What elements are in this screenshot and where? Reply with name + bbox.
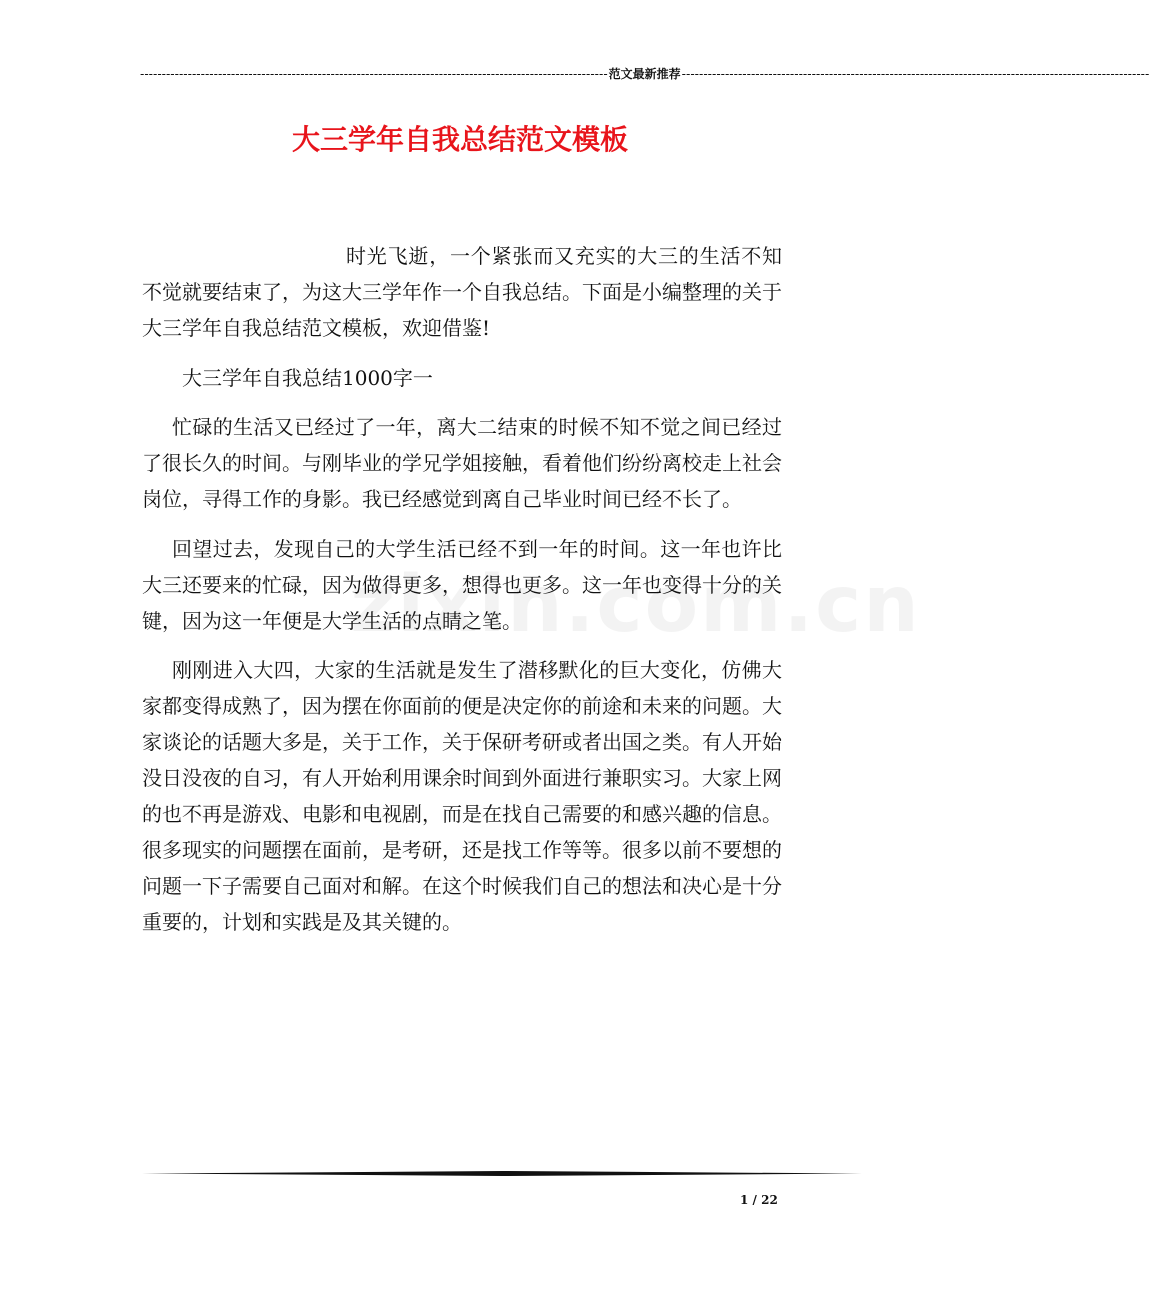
- body-paragraph: 忙碌的生活又已经过了一年，离大二结束的时候不知不觉之间已经过了很长久的时间。与刚毕业的学兄学姐接触，看着他们纷纷离校走上社会岗位，寻得工作的身影。我已经感觉到离自己毕业时间已经不长了。: [142, 415, 782, 511]
- header-label: 范文最新推荐: [608, 67, 681, 81]
- document-title: 大三学年自我总结范文模板: [291, 123, 628, 156]
- document-body: [142, 238, 782, 954]
- intro-paragraph: 时光飞逝，一个紧张而又充实的大三的生活不知不觉就要结束了，为这大三学年作一个自我总结。下面是小编整理的关于大三学年自我总结范文模板，欢迎借鉴!: [142, 244, 782, 340]
- footer-rule: [142, 1171, 862, 1176]
- section-heading: 大三学年自我总结1000字一: [182, 365, 433, 390]
- header-dashes-left: ------------------------------------------------------------------------------------------------------------: [140, 67, 608, 81]
- header-dashes-right: ------------------------------------------------------------------------------------------------------------: [681, 67, 1149, 81]
- body-paragraph: 刚刚进入大四，大家的生活就是发生了潜移默化的巨大变化，仿佛大家都变得成熟了，因为摆在你面前的便是决定你的前途和未来的问题。大家谈论的话题大多是，关于工作，关于保研考研或者出国之类。有人开始没日没夜的自习，有人开始利用课余时间到外面进行兼职实习。大家上网的也不再是游戏、电影和电视剧，而是在找自己需要的和感兴趣的信息。很多现实的问题摆在面前，是考研，还是找工作等等。很多以前不要想的问题一下子需要自己面对和解。在这个时候我们自己的想法和决心是十分重要的，计划和实践是及其关键的。: [142, 658, 782, 934]
- page-number: 1 / 22: [740, 1193, 778, 1207]
- page-header: [140, 66, 1149, 82]
- body-paragraph: 回望过去，发现自己的大学生活已经不到一年的时间。这一年也许比大三还要来的忙碌，因为做得更多，想得也更多。这一年也变得十分的关键，因为这一年便是大学生活的点睛之笔。: [142, 536, 782, 633]
